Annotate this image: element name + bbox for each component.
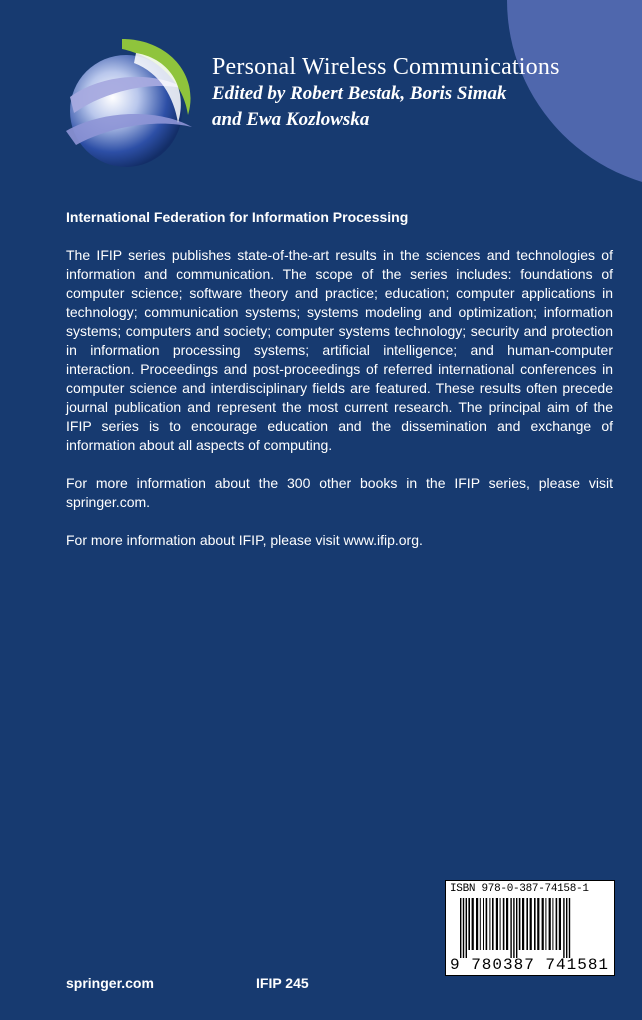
series-volume: IFIP 245: [256, 975, 309, 991]
publisher-website: springer.com: [66, 975, 154, 991]
barcode-bar: [460, 898, 461, 958]
barcode-bar: [472, 898, 474, 950]
barcode-bar: [480, 898, 481, 950]
barcode-bar: [476, 898, 478, 950]
barcode-bar: [542, 898, 544, 950]
globe-swoosh-icon: [60, 35, 202, 175]
series-info-paragraph: For more information about the 300 other books in the IFIP series, please visit springer.com.: [66, 475, 613, 510]
barcode-bar: [503, 898, 505, 950]
barcode-bar: [483, 898, 484, 950]
barcode-bar: [552, 898, 553, 950]
barcode-bar: [566, 898, 567, 958]
barcode-bar: [496, 898, 498, 950]
barcode-bar: [492, 898, 494, 950]
barcode-bar: [545, 898, 546, 950]
ifip-info-paragraph: For more information about IFIP, please visit www.ifip.org.: [66, 532, 423, 548]
barcode-bar: [489, 898, 490, 950]
editors-line-2: and Ewa Kozlowska: [212, 109, 370, 130]
section-heading: International Federation for Information Processing: [66, 209, 409, 225]
barcode-bar: [500, 898, 501, 950]
barcode-bar: [516, 898, 517, 958]
title-block: [212, 53, 560, 133]
barcode-bar: [522, 898, 524, 950]
barcode-bar: [569, 898, 570, 958]
barcode-bar: [513, 898, 514, 958]
barcode-bar: [549, 898, 551, 950]
barcode-bar: [468, 898, 470, 950]
barcode-bar: [510, 898, 511, 958]
barcode-bar: [526, 898, 528, 950]
back-cover-text: [66, 208, 613, 569]
barcode-bar: [530, 898, 532, 950]
barcode-bar: [519, 898, 521, 950]
barcode-bars: [450, 898, 612, 958]
isbn-barcode: [445, 880, 615, 976]
barcode-bar: [486, 898, 488, 950]
series-description: The IFIP series publishes state-of-the-art results in the sciences and technologies of information and communication. The scope of the series includes: foundations of computer science; software theory and practice; education; computer applications in technology; communication systems; systems modeling and optimization; information systems; computers and society; computer systems technology; security and protection in information processing systems; artificial intelligence; and human-computer interaction. Proceedings and post-proceedings of referred international conferences in computer science and interdisciplinary fields are featured. These results often precede journal publication and represent the most current research. The principal aim of the IFIP series is to encourage education and the dissemination and exchange of information about all aspects of computing.: [66, 247, 613, 453]
book-title: Personal Wireless Communications: [212, 54, 560, 80]
editors-line-1: Edited by Robert Bestak, Boris Simak: [212, 83, 507, 104]
barcode-bar: [537, 898, 539, 950]
barcode-bar: [563, 898, 564, 958]
isbn-label: ISBN 978-0-387-74158-1: [450, 883, 589, 895]
barcode-digits: 9 780387 741581: [450, 956, 610, 974]
barcode-bar: [534, 898, 536, 950]
barcode-bar: [463, 898, 464, 958]
barcode-bar: [559, 898, 561, 950]
barcode-bar: [506, 898, 508, 950]
barcode-bar: [556, 898, 558, 950]
barcode-bar: [466, 898, 467, 958]
